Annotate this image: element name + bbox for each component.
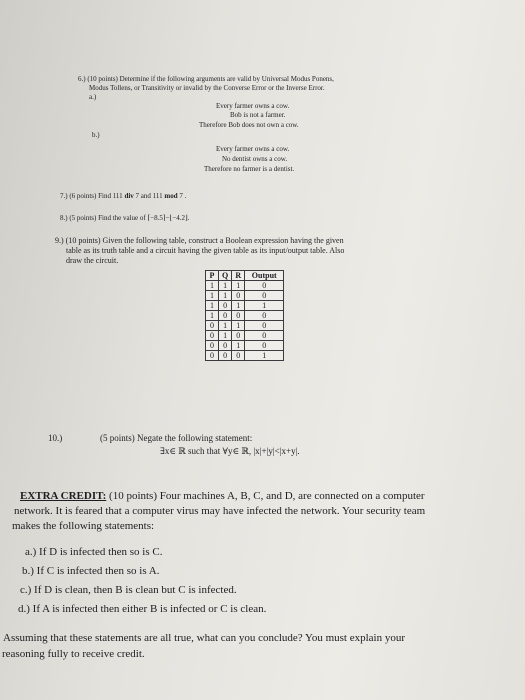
header-p: P	[206, 271, 219, 281]
cell: 0	[245, 341, 284, 351]
cell: 0	[219, 311, 232, 321]
cell: 0	[206, 321, 219, 331]
q6-b-premise1: Every farmer owns a cow.	[216, 145, 290, 153]
table-row	[206, 351, 284, 361]
cell: 0	[232, 311, 245, 321]
extra-credit-line2: network. It is feared that a computer virus may have infected the network. Your security team	[14, 505, 426, 517]
header-r: R	[232, 271, 245, 281]
cell: 1	[245, 351, 284, 361]
cell: 1	[232, 301, 245, 311]
table-row	[206, 291, 284, 301]
q6-b-conclusion: Therefore no farmer is a dentist.	[204, 165, 295, 173]
list-item: d.) If A is infected then either B is infected or C is clean.	[18, 603, 267, 615]
cell: 1	[232, 341, 245, 351]
cell: 1	[219, 331, 232, 341]
table-row	[206, 321, 284, 331]
q10-text: (5 points) Negate the following statement:	[100, 433, 253, 443]
table-row	[206, 311, 284, 321]
cell: 1	[245, 301, 284, 311]
q7-text: 7.) (6 points) Find 111 div 7 and 111 mod 7 .	[60, 192, 187, 200]
cell: 0	[219, 351, 232, 361]
cell: 0	[206, 341, 219, 351]
cell: 0	[219, 301, 232, 311]
q10-statement: ∃x∈ ℝ such that ∀y∈ ℝ, |x|+|y|<|x+y|.	[160, 446, 300, 456]
cell: 0	[245, 321, 284, 331]
list-item: c.) If D is clean, then B is clean but C is infected.	[20, 584, 237, 596]
cell: 0	[245, 291, 284, 301]
q6-a-premise1: Every farmer owns a cow.	[216, 102, 290, 110]
q6-b-label: b.)	[92, 131, 100, 139]
closing-line2: reasoning fully to receive credit.	[2, 648, 145, 660]
q6-a-premise2: Bob is not a farmer.	[230, 111, 286, 119]
q8-text: 8.) (5 points) Find the value of ⌈−8.5⌉−⌊−4.2⌋.	[60, 214, 190, 222]
table-row	[206, 281, 284, 291]
cell: 0	[245, 331, 284, 341]
cell: 0	[232, 351, 245, 361]
cell: 0	[232, 291, 245, 301]
list-item: b.) If C is infected then so is A.	[22, 565, 160, 577]
q6-a-conclusion: Therefore Bob does not own a cow.	[199, 121, 299, 129]
table-row	[206, 301, 284, 311]
q6-line2: Modus Tollens, or Transitivity or invalid by the Converse Error or the Inverse Error.	[89, 84, 325, 92]
cell: 1	[219, 321, 232, 331]
truth-table-header	[206, 271, 284, 281]
cell: 0	[245, 281, 284, 291]
q6-a-label: a.)	[89, 93, 97, 101]
table-row	[206, 331, 284, 341]
table-row	[206, 341, 284, 351]
cell: 0	[219, 341, 232, 351]
cell: 1	[206, 281, 219, 291]
cell: 0	[245, 311, 284, 321]
header-q: Q	[219, 271, 232, 281]
q9-line2: table as its truth table and a circuit having the given table as its input/output table. Also	[66, 246, 345, 255]
header-output: Output	[245, 271, 284, 281]
cell: 1	[206, 311, 219, 321]
cell: 0	[206, 351, 219, 361]
q6-b-premise2: No dentist owns a cow.	[222, 155, 288, 163]
cell: 1	[206, 301, 219, 311]
extra-credit-line3: makes the following statements:	[12, 520, 155, 532]
cell: 1	[206, 291, 219, 301]
cell: 1	[219, 281, 232, 291]
extra-credit-heading: EXTRA CREDIT:	[20, 490, 107, 502]
closing-line1: Assuming that these statements are all true, what can you conclude? You must explain your	[3, 632, 406, 644]
cell: 1	[232, 321, 245, 331]
extra-credit-line1: EXTRA CREDIT: (10 points) Four machines A, B, C, and D, are connected on a computer	[20, 490, 425, 502]
cell: 1	[219, 291, 232, 301]
list-item: a.) If D is infected then so is C.	[25, 546, 163, 558]
q6-line1: 6.) (10 points) Determine if the following arguments are valid by Universal Modus Ponens,	[78, 75, 334, 83]
q9-line1: 9.) (10 points) Given the following table, construct a Boolean expression having the given	[55, 236, 344, 245]
q9-line3: draw the circuit.	[66, 256, 119, 265]
q10-number: 10.)	[48, 433, 63, 443]
cell: 0	[232, 331, 245, 341]
cell: 1	[232, 281, 245, 291]
truth-table	[205, 270, 284, 361]
cell: 0	[206, 331, 219, 341]
